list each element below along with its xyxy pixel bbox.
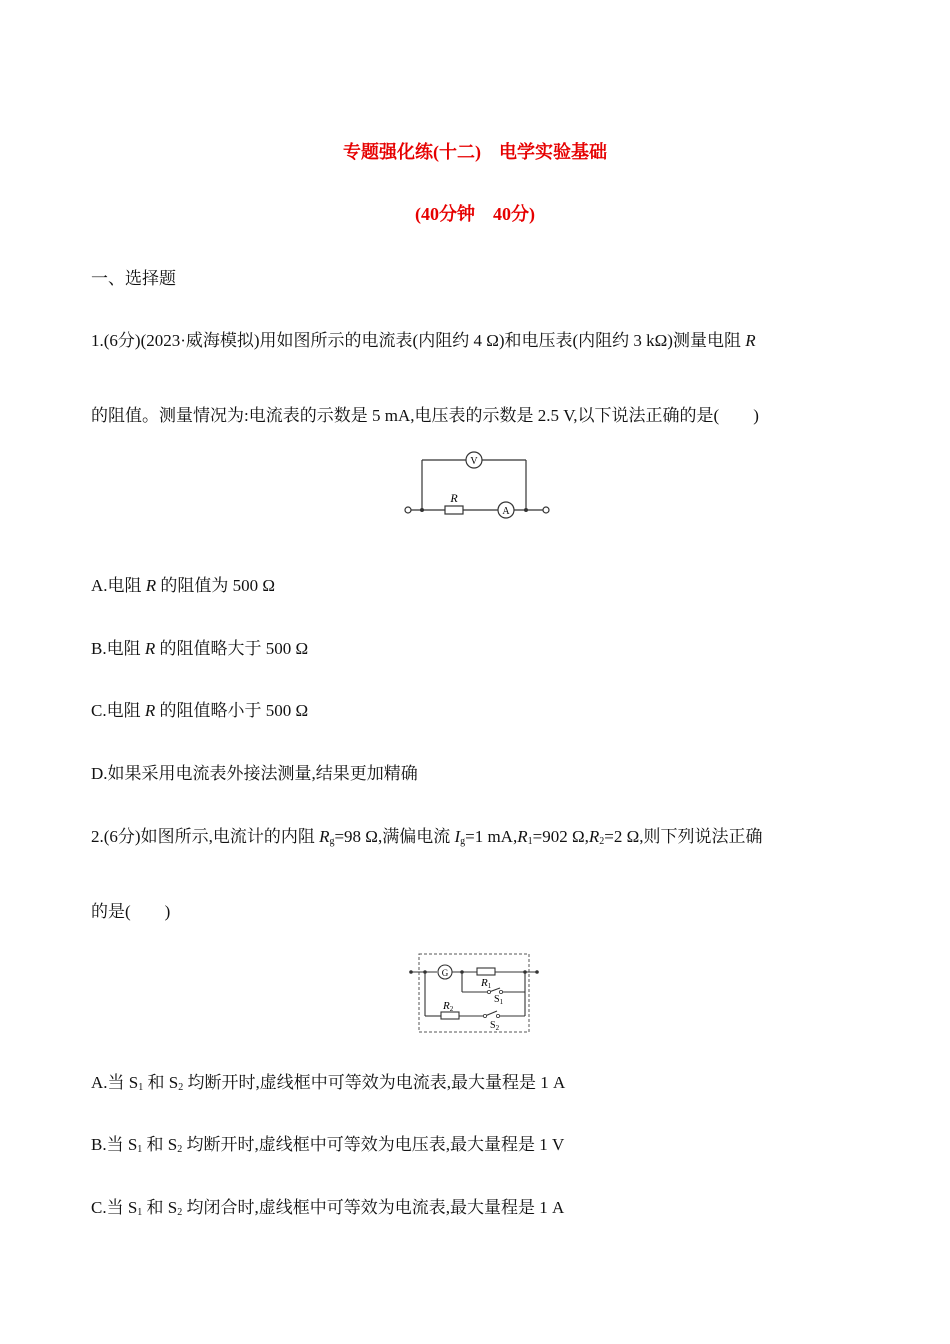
- q2-stem-line2: 的是( ): [91, 902, 171, 921]
- q2-option-b: B.当 $S_1$ 和 $S_2$ 均断开时,虚线框中可等效为电压表,最大量程是 1 V: [91, 1135, 565, 1155]
- q2-option-c: C.当 $S_1$ 和 $S_2$ 均闭合时,虚线框中可等效为电流表,最大量程是 1 A: [91, 1198, 565, 1218]
- q1-option-b: B.电阻 R 的阻值略大于 500 Ω: [91, 639, 309, 658]
- s1-label: $S_1$: [494, 994, 504, 1006]
- resistor-label: R: [450, 491, 458, 505]
- r1-label: R1: [481, 977, 492, 990]
- page-subtitle: (40分钟 40分): [415, 204, 535, 224]
- q2-option-a: A.当 $S_1$ 和 $S_2$ 均断开时,虚线框中可等效为电流表,最大量程是 1 A: [91, 1073, 566, 1093]
- r2-label: R2: [443, 1000, 454, 1013]
- q2-circuit-diagram: [405, 948, 545, 1038]
- q1-stem-line1: 1.(6分)(2023·威海模拟)用如图所示的电流表(内阻约 4 Ω)和电压表(内阻约 3 kΩ)测量电阻 R: [91, 331, 756, 350]
- galvanometer-label: G: [441, 968, 449, 978]
- dashed-box: [419, 954, 529, 1032]
- s2-label: $S_2$: [490, 1020, 500, 1032]
- page-title: 专题强化练(十二) 电学实验基础: [343, 142, 607, 162]
- ammeter-label: A: [502, 506, 510, 517]
- section-heading: 一、选择题: [91, 269, 176, 288]
- voltmeter-label: V: [470, 456, 478, 467]
- q1-circuit-diagram: [400, 450, 560, 520]
- q1-option-d: D.如果采用电流表外接法测量,结果更加精确: [91, 764, 418, 783]
- q1-option-c: C.电阻 R 的阻值略小于 500 Ω: [91, 701, 309, 720]
- q1-option-a: A.电阻 R 的阻值为 500 Ω: [91, 576, 276, 595]
- q1-stem-line2: 的阻值。测量情况为:电流表的示数是 5 mA,电压表的示数是 2.5 V,以下说法正确的是( ): [91, 406, 759, 425]
- q2-stem-line1: 2.(6分)如图所示,电流计的内阻 $R_g=98$ Ω,满偏电流 $I_g=1$ $mA,R_1=902$ $\Omega,R_2=2$ Ω,则下列说法正确: [91, 827, 763, 847]
